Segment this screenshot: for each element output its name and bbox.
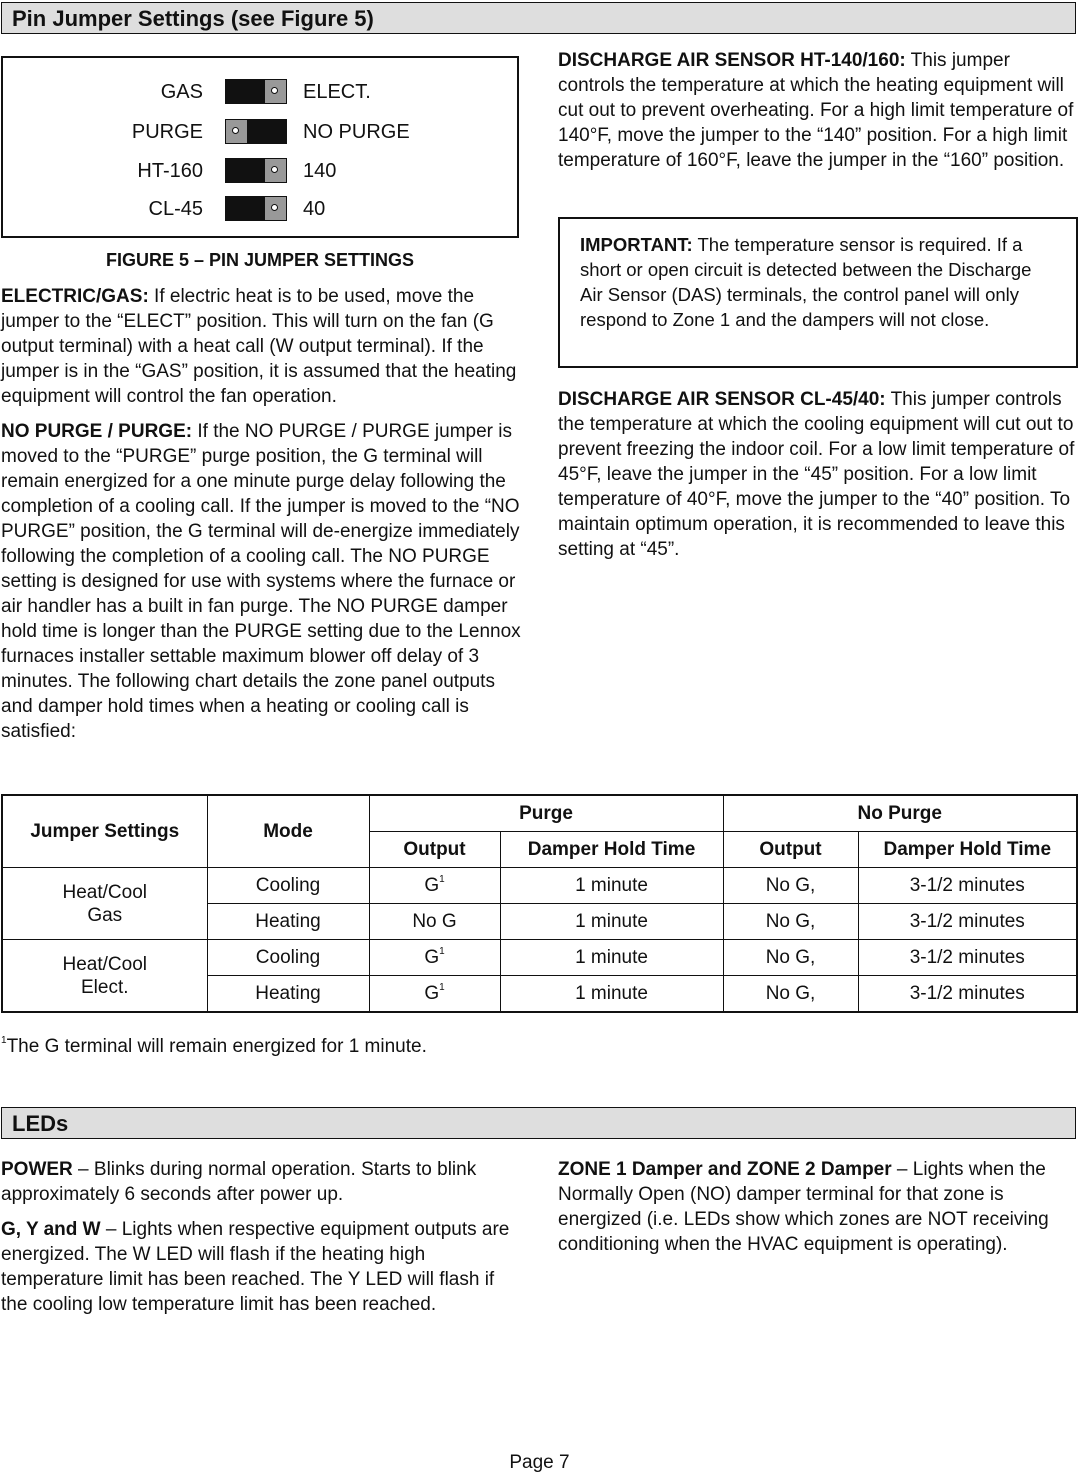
- power-led-paragraph: [1, 1157, 521, 1207]
- nopurge-output-cell: No G,: [723, 904, 858, 940]
- leds-left-column: [1, 1157, 521, 1327]
- nopurge-output-cell: No G,: [723, 940, 858, 976]
- nopurge-output-cell: No G,: [723, 976, 858, 1013]
- paragraph-text: – Lights when respective equipment outputs are energized. The W LED will flash if the heating high temperature limit has been reached. The Y LED will flash if the cooling low temperature limit has been reached.: [1, 1219, 510, 1315]
- right-column-bottom: [558, 387, 1079, 572]
- jumper-left-label: GAS: [160, 81, 203, 103]
- purge-paragraph: [1, 419, 521, 744]
- nopurge-time-cell: 3-1/2 minutes: [858, 868, 1077, 904]
- purge-output-cell: No G: [369, 904, 500, 940]
- jumper-right-label: NO PURGE: [303, 121, 410, 143]
- mode-cell: Cooling: [207, 940, 369, 976]
- paragraph-label: ZONE 1 Damper and ZONE 2 Damper: [558, 1159, 892, 1180]
- jumper-right-label: 40: [303, 198, 326, 220]
- page-number: Page 7: [509, 1452, 570, 1473]
- nopurge-time-cell: 3-1/2 minutes: [858, 904, 1077, 940]
- nopurge-time-cell: 3-1/2 minutes: [858, 976, 1077, 1013]
- pin-icon: [265, 197, 286, 220]
- paragraph-label: DISCHARGE AIR SENSOR CL-45/40:: [558, 389, 886, 410]
- group-cell: Heat/Cool Gas: [2, 868, 207, 940]
- jumper-right-label: 140: [303, 160, 337, 182]
- paragraph-label: NO PURGE / PURGE:: [1, 421, 193, 442]
- footnote-mark: 1: [1, 1035, 7, 1046]
- table-row: [2, 868, 1077, 904]
- important-notice: [558, 217, 1078, 368]
- gyw-led-paragraph: [1, 1217, 521, 1317]
- header-purge: Purge: [369, 795, 723, 832]
- nopurge-time-cell: 3-1/2 minutes: [858, 940, 1077, 976]
- paragraph-label: G, Y and W: [1, 1219, 101, 1240]
- paragraph-label: ELECTRIC/GAS:: [1, 286, 149, 307]
- cl-sensor-paragraph: [558, 387, 1079, 562]
- header-no-purge: No Purge: [723, 795, 1077, 832]
- paragraph-text: This jumper controls the temperature at which the heating equipment will cut out to prevent overheating. For a high limit temperature of 140°F, move the jumper to the “140” position. For a high limit temperature of 160°F, leave the jumper in the “160” position.: [558, 50, 1074, 171]
- paragraph-text: If the NO PURGE / PURGE jumper is moved to the “PURGE” purge position, the G terminal will remain energized for a one minute purge delay following the completion of a cooling call. If the jumper is moved to the “NO PURGE” position, the G terminal will de-energize immediately following the completion of a cooling call. The NO PURGE setting is designed for use with systems where the furnace or air handler has a built in fan purge. The NO PURGE damper hold time is longer than the PURGE setting due to the Lennox furnaces installer settable maximum blower off delay of 3 minutes. The following chart details the zone panel outputs and damper hold times when a heating or cooling call is satisfied:: [1, 421, 521, 742]
- jumper-left-label: CL-45: [148, 198, 203, 220]
- ht-sensor-paragraph: [558, 48, 1079, 173]
- purge-time-cell: 1 minute: [500, 868, 723, 904]
- left-column: [1, 284, 521, 754]
- paragraph-text: If electric heat is to be used, move the jumper to the “ELECT” position. This will turn on the fan (G output terminal) with a heat call (W output terminal). If the jumper is in the “GAS” position, it is assumed that the heating equipment will control the fan operation.: [1, 286, 517, 407]
- jumper-row: [3, 155, 521, 187]
- jumper-block: [225, 119, 287, 144]
- jumper-settings-table: [1, 794, 1078, 1013]
- electric-gas-paragraph: [1, 284, 521, 409]
- mode-cell: Heating: [207, 976, 369, 1013]
- right-column-top: [558, 48, 1079, 183]
- zone-led-paragraph: [558, 1157, 1079, 1257]
- jumper-row: [3, 193, 521, 225]
- header-output: Output: [723, 832, 858, 868]
- purge-output-cell: $G^1$: [369, 940, 500, 976]
- jumper-block: [225, 79, 287, 104]
- purge-output-cell: $G^1$: [369, 868, 500, 904]
- leds-right-column: [558, 1157, 1079, 1267]
- header-damper-hold-time: Damper Hold Time: [858, 832, 1077, 868]
- purge-time-cell: 1 minute: [500, 940, 723, 976]
- group-cell: Heat/Cool Elect.: [2, 940, 207, 1013]
- jumper-block: [225, 158, 287, 183]
- important-text: The temperature sensor is required. If a short or open circuit is detected between the Discharge Air Sensor (DAS) terminals, the control panel will only respond to Zone 1 and the dampers will not close.: [580, 234, 1032, 330]
- purge-time-cell: 1 minute: [500, 976, 723, 1013]
- table-footnote: [1, 1034, 427, 1059]
- paragraph-label: POWER: [1, 1159, 73, 1180]
- pin-icon: [265, 159, 286, 182]
- figure-caption: FIGURE 5 – PIN JUMPER SETTINGS: [105, 250, 415, 270]
- mode-cell: Heating: [207, 904, 369, 940]
- table-row: [2, 940, 1077, 976]
- pin-icon: [226, 120, 247, 143]
- jumper-block: [225, 196, 287, 221]
- header-mode: Mode: [207, 795, 369, 868]
- purge-output-cell: $G^1$: [369, 976, 500, 1013]
- paragraph-text: This jumper controls the temperature at which the cooling equipment will cut out to prevent freezing the indoor coil. For a low limit temperature of 45°F, leave the jumper in the “45” position. For a low limit temperature of 40°F, move the jumper to the “40” position. To maintain optimum operation, it is recommended to leave this setting at “45”.: [558, 389, 1075, 560]
- footnote-text: The G terminal will remain energized for 1 minute.: [6, 1036, 427, 1057]
- header-jumper-settings: Jumper Settings: [2, 795, 207, 868]
- jumper-left-label: HT-160: [137, 160, 203, 182]
- paragraph-label: DISCHARGE AIR SENSOR HT-140/160:: [558, 50, 906, 71]
- jumper-left-label: PURGE: [131, 121, 203, 143]
- purge-time-cell: 1 minute: [500, 904, 723, 940]
- jumper-row: [3, 76, 521, 108]
- paragraph-text: – Lights when the Normally Open (NO) damper terminal for that zone is energized (i.e. LEDs show which zones are NOT receiving conditioning when the HVAC equipment is operating).: [558, 1159, 1049, 1255]
- table-header-row: [2, 795, 1077, 832]
- paragraph-text: – Blinks during normal operation. Starts to blink approximately 6 seconds after power up.: [1, 1159, 477, 1205]
- nopurge-output-cell: No G,: [723, 868, 858, 904]
- mode-cell: Cooling: [207, 868, 369, 904]
- jumper-figure: [1, 56, 519, 238]
- section-header-leds: LEDs: [1, 1107, 1076, 1139]
- header-damper-hold-time: Damper Hold Time: [500, 832, 723, 868]
- header-output: Output: [369, 832, 500, 868]
- pin-icon: [265, 80, 286, 103]
- jumper-right-label: ELECT.: [303, 81, 371, 103]
- important-label: IMPORTANT:: [580, 234, 693, 255]
- jumper-row: [3, 116, 521, 148]
- section-header-pin-jumper: Pin Jumper Settings (see Figure 5): [1, 2, 1076, 34]
